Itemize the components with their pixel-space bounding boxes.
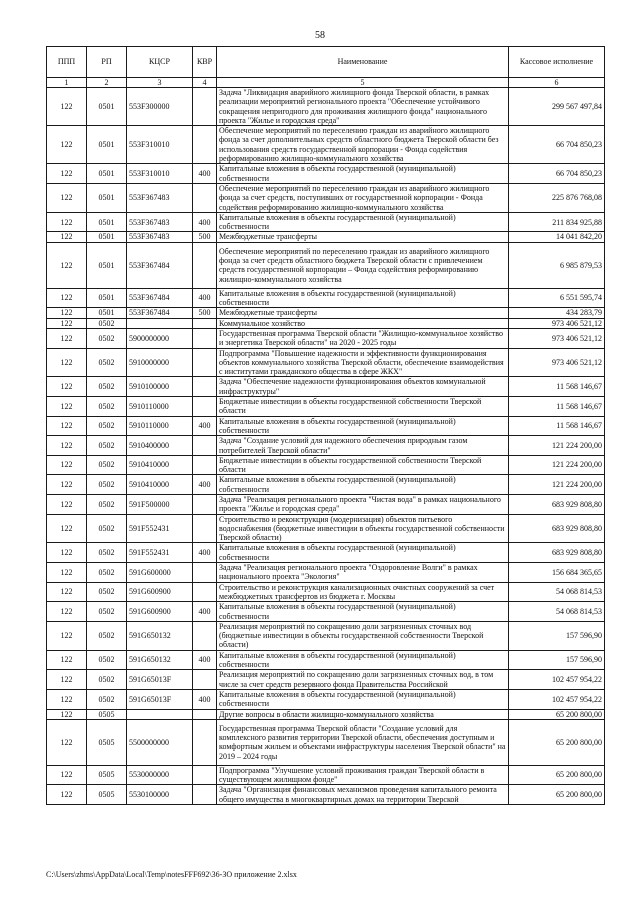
cell-ppp: 122: [47, 602, 87, 622]
cell-rp: 0502: [87, 328, 127, 348]
cell-ppp: 122: [47, 765, 87, 785]
cell-name: Капитальные вложения в объекты государственной (муниципальной) собственности: [217, 288, 509, 308]
table-row: [47, 377, 605, 397]
cell-name: Задача "Создание условий для надежного обеспечения природным газом потребителей Тверской области": [217, 436, 509, 456]
cell-name: Бюджетные инвестиции в объекты государственной собственности Тверской области: [217, 455, 509, 475]
cell-kvr: [193, 765, 217, 785]
cell-ppp: 122: [47, 719, 87, 765]
cell-kvr: [193, 719, 217, 765]
cell-amount: 225 876 768,08: [509, 183, 605, 212]
cell-name: Капитальные вложения в объекты государственной (муниципальной) собственности: [217, 543, 509, 563]
cell-name: Подпрограмма "Улучшение условий проживания граждан Тверской области в существующем жилищном фонде": [217, 765, 509, 785]
cell-kvr: [193, 670, 217, 690]
cell-name: Строительство и реконструкция (модернизация) объектов питьевого водоснабжения (бюджетные инвестиции в объекты государственной собственности Тверской области): [217, 514, 509, 543]
cell-amount: 102 457 954,22: [509, 689, 605, 709]
cell-amount: 65 200 800,00: [509, 719, 605, 765]
cell-kvr: 400: [193, 602, 217, 622]
cell-amount: 121 224 200,00: [509, 436, 605, 456]
cell-rp: 0501: [87, 183, 127, 212]
cell-name: Капитальные вложения в объекты государственной (муниципальной) собственности: [217, 602, 509, 622]
cell-kcsr: 5910400000: [127, 436, 193, 456]
cell-name: Капитальные вложения в объекты государственной (муниципальной) собственности: [217, 212, 509, 232]
cell-kvr: [193, 455, 217, 475]
cell-amount: 66 704 850,23: [509, 126, 605, 164]
cell-ppp: 122: [47, 88, 87, 126]
cell-kvr: 400: [193, 164, 217, 184]
cell-amount: 6 985 879,53: [509, 242, 605, 288]
cell-ppp: 122: [47, 514, 87, 543]
cell-amount: 65 200 800,00: [509, 785, 605, 805]
cell-name: Обеспечение мероприятий по переселению граждан из аварийного жилищного фонда за счет средств областного бюджета Тверской области с привлечением средств государственной корпорации – Фонда содействия реформированию жилищно-коммунального хозяйства: [217, 242, 509, 288]
cell-kvr: [193, 242, 217, 288]
cell-kcsr: 591F500000: [127, 494, 193, 514]
cell-name: Государственная программа Тверской области "Создание условий для комплексного развития территории Тверской области, обеспечения доступным и комфортным жильем и объектами инфраструктуры населения Тверской области" на 2019 – 2024 годы: [217, 719, 509, 765]
cell-kvr: 400: [193, 543, 217, 563]
cell-ppp: 122: [47, 563, 87, 583]
cell-kvr: [193, 318, 217, 328]
table-row: [47, 328, 605, 348]
cell-rp: 0502: [87, 650, 127, 670]
cell-kcsr: 5910110000: [127, 397, 193, 417]
table-row: [47, 242, 605, 288]
cell-rp: 0502: [87, 436, 127, 456]
cell-amount: 434 283,79: [509, 308, 605, 318]
cell-amount: 683 929 808,80: [509, 514, 605, 543]
cell-ppp: 122: [47, 689, 87, 709]
cell-rp: 0502: [87, 455, 127, 475]
cell-kcsr: 5910100000: [127, 377, 193, 397]
page-number: 58: [315, 30, 325, 41]
cell-kcsr: 553F300000: [127, 88, 193, 126]
cell-name: Капитальные вложения в объекты государственной (муниципальной) собственности: [217, 475, 509, 495]
cell-kcsr: 553F310010: [127, 164, 193, 184]
cell-rp: 0501: [87, 212, 127, 232]
cell-kcsr: 5910110000: [127, 416, 193, 436]
col-number: 5: [217, 78, 509, 88]
table-row: [47, 514, 605, 543]
cell-rp: 0502: [87, 514, 127, 543]
cell-rp: 0501: [87, 288, 127, 308]
cell-ppp: 122: [47, 288, 87, 308]
cell-ppp: 122: [47, 494, 87, 514]
cell-ppp: 122: [47, 785, 87, 805]
cell-rp: 0501: [87, 308, 127, 318]
cell-kvr: 400: [193, 650, 217, 670]
cell-kvr: 400: [193, 475, 217, 495]
cell-rp: 0502: [87, 416, 127, 436]
column-number-row: [47, 78, 605, 88]
cell-kvr: [193, 377, 217, 397]
table-row: [47, 494, 605, 514]
cell-kvr: 400: [193, 288, 217, 308]
cell-kcsr: 5900000000: [127, 328, 193, 348]
cell-kvr: [193, 514, 217, 543]
cell-kvr: 500: [193, 308, 217, 318]
table-row: [47, 670, 605, 690]
cell-name: Подпрограмма "Повышение надежности и эффективности функционирования объектов коммунального хозяйства Тверской области, обеспечение взаимодействия с институтами гражданского общества в сфере ЖКХ": [217, 348, 509, 377]
cell-ppp: 122: [47, 397, 87, 417]
cell-ppp: 122: [47, 308, 87, 318]
table-row: [47, 582, 605, 602]
table-row: [47, 288, 605, 308]
cell-kvr: 500: [193, 232, 217, 242]
cell-name: Обеспечение мероприятий по переселению граждан из аварийного жилищного фонда за счет дополнительных средств областного бюджета Тверской области без использования средств государственной корпорации - Фонда содействия реформированию жилищно-коммунального хозяйства: [217, 126, 509, 164]
cell-rp: 0502: [87, 670, 127, 690]
cell-ppp: 122: [47, 183, 87, 212]
cell-name: Задача "Реализация регионального проекта "Чистая вода" в рамках национального проекта "Жилье и городская среда": [217, 494, 509, 514]
cell-ppp: 122: [47, 709, 87, 719]
table-row: [47, 416, 605, 436]
cell-kvr: [193, 785, 217, 805]
cell-rp: 0502: [87, 377, 127, 397]
file-path: C:\Users\zhms\AppData\Local\Temp\notesFFF692\36-ЗО приложение 2.xlsx: [46, 870, 297, 879]
cell-amount: 973 406 521,12: [509, 328, 605, 348]
table-row: [47, 475, 605, 495]
cell-kcsr: 5910410000: [127, 475, 193, 495]
col-header-name: Наименование: [217, 47, 509, 78]
table-row: [47, 308, 605, 318]
cell-amount: 121 224 200,00: [509, 475, 605, 495]
cell-kcsr: 591G650132: [127, 621, 193, 650]
cell-name: Капитальные вложения в объекты государственной (муниципальной) собственности: [217, 416, 509, 436]
cell-kcsr: 5530000000: [127, 765, 193, 785]
cell-amount: 66 704 850,23: [509, 164, 605, 184]
cell-ppp: 122: [47, 650, 87, 670]
cell-kcsr: 5910410000: [127, 455, 193, 475]
cell-name: Капитальные вложения в объекты государственной (муниципальной) собственности: [217, 650, 509, 670]
cell-rp: 0502: [87, 621, 127, 650]
cell-ppp: 122: [47, 670, 87, 690]
cell-amount: 54 068 814,53: [509, 582, 605, 602]
cell-ppp: 122: [47, 242, 87, 288]
table-row: [47, 164, 605, 184]
cell-amount: 157 596,90: [509, 621, 605, 650]
cell-amount: 65 200 800,00: [509, 709, 605, 719]
cell-rp: 0502: [87, 397, 127, 417]
table-row: [47, 621, 605, 650]
cell-rp: 0501: [87, 88, 127, 126]
table-row: [47, 543, 605, 563]
cell-ppp: 122: [47, 377, 87, 397]
cell-name: Задача "Организация финансовых механизмов проведения капитального ремонта общего имущества в многоквартирных домах на территории Тверской: [217, 785, 509, 805]
cell-rp: 0505: [87, 765, 127, 785]
table-row: [47, 126, 605, 164]
cell-kcsr: 591G650132: [127, 650, 193, 670]
table-row: [47, 765, 605, 785]
cell-amount: 683 929 808,80: [509, 543, 605, 563]
cell-kvr: [193, 126, 217, 164]
table-row: [47, 232, 605, 242]
cell-kvr: [193, 563, 217, 583]
table-row: [47, 455, 605, 475]
cell-name: Межбюджетные трансферты: [217, 232, 509, 242]
cell-kvr: 400: [193, 416, 217, 436]
cell-kcsr: 553F367484: [127, 288, 193, 308]
cell-kcsr: 553F367483: [127, 183, 193, 212]
cell-amount: 973 406 521,12: [509, 348, 605, 377]
cell-name: Другие вопросы в области жилищно-коммунального хозяйства: [217, 709, 509, 719]
col-header-kcsr: КЦСР: [127, 47, 193, 78]
cell-amount: 299 567 497,84: [509, 88, 605, 126]
cell-kvr: [193, 397, 217, 417]
cell-ppp: 122: [47, 328, 87, 348]
cell-kcsr: 591G600000: [127, 563, 193, 583]
cell-amount: 973 406 521,12: [509, 318, 605, 328]
cell-amount: 157 596,90: [509, 650, 605, 670]
col-number: 4: [193, 78, 217, 88]
cell-kvr: 400: [193, 689, 217, 709]
cell-ppp: 122: [47, 232, 87, 242]
cell-ppp: 122: [47, 543, 87, 563]
cell-kcsr: [127, 318, 193, 328]
cell-kcsr: 591G600900: [127, 582, 193, 602]
cell-name: Государственная программа Тверской области "Жилищно-коммунальное хозяйство и энергетика Тверской области" на 2020 - 2025 годы: [217, 328, 509, 348]
cell-kcsr: [127, 709, 193, 719]
col-header-kvr: КВР: [193, 47, 217, 78]
col-header-rp: РП: [87, 47, 127, 78]
table-row: [47, 348, 605, 377]
cell-name: Межбюджетные трансферты: [217, 308, 509, 318]
cell-ppp: 122: [47, 318, 87, 328]
cell-rp: 0502: [87, 494, 127, 514]
cell-rp: 0501: [87, 232, 127, 242]
cell-name: Задача "Обеспечение надежности функционирования объектов коммунальной инфраструктуры": [217, 377, 509, 397]
cell-rp: 0505: [87, 785, 127, 805]
cell-kvr: [193, 328, 217, 348]
col-header-amount: Кассовое исполнение: [509, 47, 605, 78]
cell-name: Коммунальное хозяйство: [217, 318, 509, 328]
cell-kvr: [193, 436, 217, 456]
table-row: [47, 709, 605, 719]
cell-amount: 11 568 146,67: [509, 416, 605, 436]
cell-ppp: 122: [47, 621, 87, 650]
cell-ppp: 122: [47, 348, 87, 377]
table-row: [47, 318, 605, 328]
cell-name: Обеспечение мероприятий по переселению граждан из аварийного жилищного фонда за счет средств, поступивших от государственной корпорации - Фонда содействия реформированию жилищно-коммунального хозяйства: [217, 183, 509, 212]
cell-amount: 11 568 146,67: [509, 397, 605, 417]
table-row: [47, 719, 605, 765]
cell-amount: 11 568 146,67: [509, 377, 605, 397]
cell-rp: 0501: [87, 164, 127, 184]
cell-rp: 0502: [87, 602, 127, 622]
cell-kcsr: 591F552431: [127, 543, 193, 563]
table-row: [47, 88, 605, 126]
cell-rp: 0502: [87, 318, 127, 328]
table-row: [47, 436, 605, 456]
col-number: 1: [47, 78, 87, 88]
cell-ppp: 122: [47, 455, 87, 475]
cell-name: Задача "Ликвидация аварийного жилищного фонда Тверской области, в рамках реализации мероприятий регионального проекта "Обеспечение устойчивого сокращения непригодного для проживания жилищного фонда" национального проекта "Жилье и городская среда": [217, 88, 509, 126]
cell-kcsr: 591G65013F: [127, 670, 193, 690]
cell-name: Капитальные вложения в объекты государственной (муниципальной) собственности: [217, 164, 509, 184]
cell-name: Задача "Реализация регионального проекта "Оздоровление Волги" в рамках национального проекта "Экология": [217, 563, 509, 583]
cell-kcsr: 591G600900: [127, 602, 193, 622]
cell-kvr: [193, 621, 217, 650]
table-row: [47, 212, 605, 232]
cell-ppp: 122: [47, 212, 87, 232]
cell-kcsr: 5530100000: [127, 785, 193, 805]
cell-amount: 683 929 808,80: [509, 494, 605, 514]
cell-kvr: [193, 709, 217, 719]
cell-ppp: 122: [47, 475, 87, 495]
cell-rp: 0502: [87, 543, 127, 563]
cell-ppp: 122: [47, 582, 87, 602]
table-row: [47, 689, 605, 709]
cell-kvr: [193, 582, 217, 602]
cell-name: Строительство и реконструкция канализационных очистных сооружений за счет межбюджетных трансфертов из бюджета г. Москвы: [217, 582, 509, 602]
cell-rp: 0501: [87, 242, 127, 288]
table-row: [47, 650, 605, 670]
cell-kvr: 400: [193, 212, 217, 232]
cell-rp: 0502: [87, 563, 127, 583]
cell-rp: 0502: [87, 348, 127, 377]
table-row: [47, 785, 605, 805]
table-row: [47, 183, 605, 212]
budget-table: [46, 46, 605, 805]
cell-amount: 65 200 800,00: [509, 765, 605, 785]
col-header-ppp: ППП: [47, 47, 87, 78]
cell-kcsr: 591G65013F: [127, 689, 193, 709]
cell-rp: 0505: [87, 709, 127, 719]
cell-kvr: [193, 183, 217, 212]
cell-amount: 156 684 365,65: [509, 563, 605, 583]
cell-rp: 0501: [87, 126, 127, 164]
col-number: 6: [509, 78, 605, 88]
cell-amount: 102 457 954,22: [509, 670, 605, 690]
cell-kcsr: 553F367484: [127, 242, 193, 288]
cell-ppp: 122: [47, 416, 87, 436]
cell-kcsr: 5500000000: [127, 719, 193, 765]
cell-kcsr: 591F552431: [127, 514, 193, 543]
cell-name: Реализация мероприятий по сокращению доли загрязненных сточных вод, в том числе за счет средств резервного фонда Правительства Российской: [217, 670, 509, 690]
cell-amount: 14 041 842,20: [509, 232, 605, 242]
cell-kvr: [193, 494, 217, 514]
cell-amount: 6 551 595,74: [509, 288, 605, 308]
cell-ppp: 122: [47, 126, 87, 164]
table-row: [47, 563, 605, 583]
table-body: [47, 88, 605, 805]
cell-amount: 121 224 200,00: [509, 455, 605, 475]
cell-name: Реализация мероприятий по сокращению доли загрязненных сточных вод (бюджетные инвестиции в объекты государственной собственности Тверской области): [217, 621, 509, 650]
cell-kvr: [193, 348, 217, 377]
cell-amount: 211 834 925,88: [509, 212, 605, 232]
cell-rp: 0502: [87, 689, 127, 709]
cell-kcsr: 553F310010: [127, 126, 193, 164]
cell-ppp: 122: [47, 164, 87, 184]
cell-kcsr: 553F367484: [127, 308, 193, 318]
table-row: [47, 397, 605, 417]
cell-kcsr: 553F367483: [127, 232, 193, 242]
cell-rp: 0505: [87, 719, 127, 765]
col-number: 3: [127, 78, 193, 88]
cell-kcsr: 553F367483: [127, 212, 193, 232]
cell-rp: 0502: [87, 475, 127, 495]
table-row: [47, 602, 605, 622]
table-header-row: [47, 47, 605, 78]
cell-name: Капитальные вложения в объекты государственной (муниципальной) собственности: [217, 689, 509, 709]
cell-ppp: 122: [47, 436, 87, 456]
cell-kcsr: 5910000000: [127, 348, 193, 377]
col-number: 2: [87, 78, 127, 88]
cell-kvr: [193, 88, 217, 126]
cell-rp: 0502: [87, 582, 127, 602]
cell-amount: 54 068 814,53: [509, 602, 605, 622]
cell-name: Бюджетные инвестиции в объекты государственной собственности Тверской области: [217, 397, 509, 417]
